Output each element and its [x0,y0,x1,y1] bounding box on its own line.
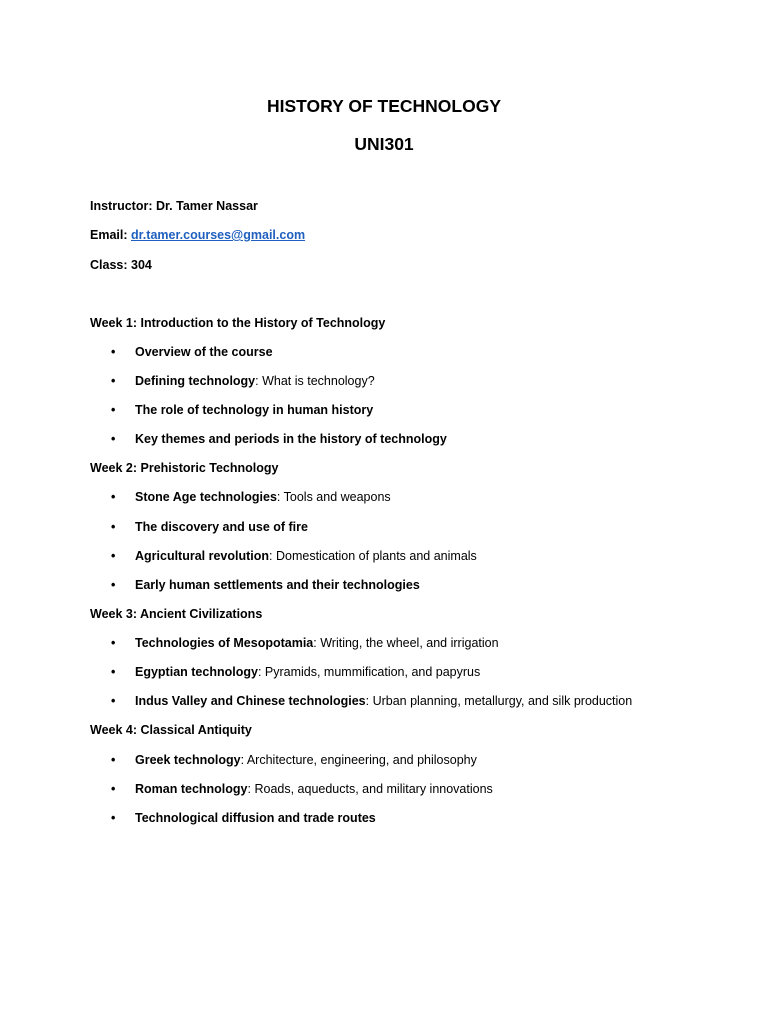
list-item: • Indus Valley and Chinese technologies: Urban planning, metallurgy, and silk production [111,694,633,708]
course-code: UNI301 [354,134,414,154]
bullet-icon: • [111,811,116,825]
bullet-icon: • [111,636,116,650]
list-item: • Agricultural revolution: Domestication of plants and animals [111,549,477,563]
list-item: • Egyptian technology: Pyramids, mummification, and papyrus [111,665,481,679]
bullet-icon: • [111,520,116,534]
bullet-icon: • [111,403,116,417]
bullet-icon: • [111,694,116,708]
list-item: • Technological diffusion and trade routes [111,811,376,825]
list-item: • Overview of the course [111,345,273,359]
list-item: • The role of technology in human history [111,403,374,417]
bullet-icon: • [111,753,116,767]
list-item: • Early human settlements and their technologies [111,578,420,592]
bullet-icon: • [111,345,116,359]
week-1-heading: Week 1: Introduction to the History of Technology [90,316,386,330]
email-line [90,227,305,243]
list-item: • Stone Age technologies: Tools and weapons [111,490,391,504]
bullet-icon: • [111,549,116,563]
list-item: • Greek technology: Architecture, engineering, and philosophy [111,753,477,767]
bullet-icon: • [111,432,116,446]
email-label: Email: [90,228,131,242]
bullet-icon: • [111,665,116,679]
document-title: HISTORY OF TECHNOLOGY [266,96,501,116]
list-item: • Roman technology: Roads, aqueducts, and military innovations [111,782,493,796]
week-4-heading: Week 4: Classical Antiquity [90,723,252,737]
week-3-heading: Week 3: Ancient Civilizations [90,607,263,621]
class-line: Class: 304 [90,258,152,272]
bullet-icon: • [111,782,116,796]
instructor-line: Instructor: Dr. Tamer Nassar [90,199,258,213]
list-item: • Defining technology: What is technology? [111,374,375,388]
week-2-heading: Week 2: Prehistoric Technology [90,461,279,475]
bullet-icon: • [111,374,116,388]
list-item: • The discovery and use of fire [111,520,308,534]
list-item: • Key themes and periods in the history of technology [111,432,447,446]
bullet-icon: • [111,578,116,592]
bullet-icon: • [111,490,116,504]
list-item: • Technologies of Mesopotamia: Writing, the wheel, and irrigation [111,636,499,650]
email-link[interactable]: dr.tamer.courses@gmail.com [131,228,306,242]
